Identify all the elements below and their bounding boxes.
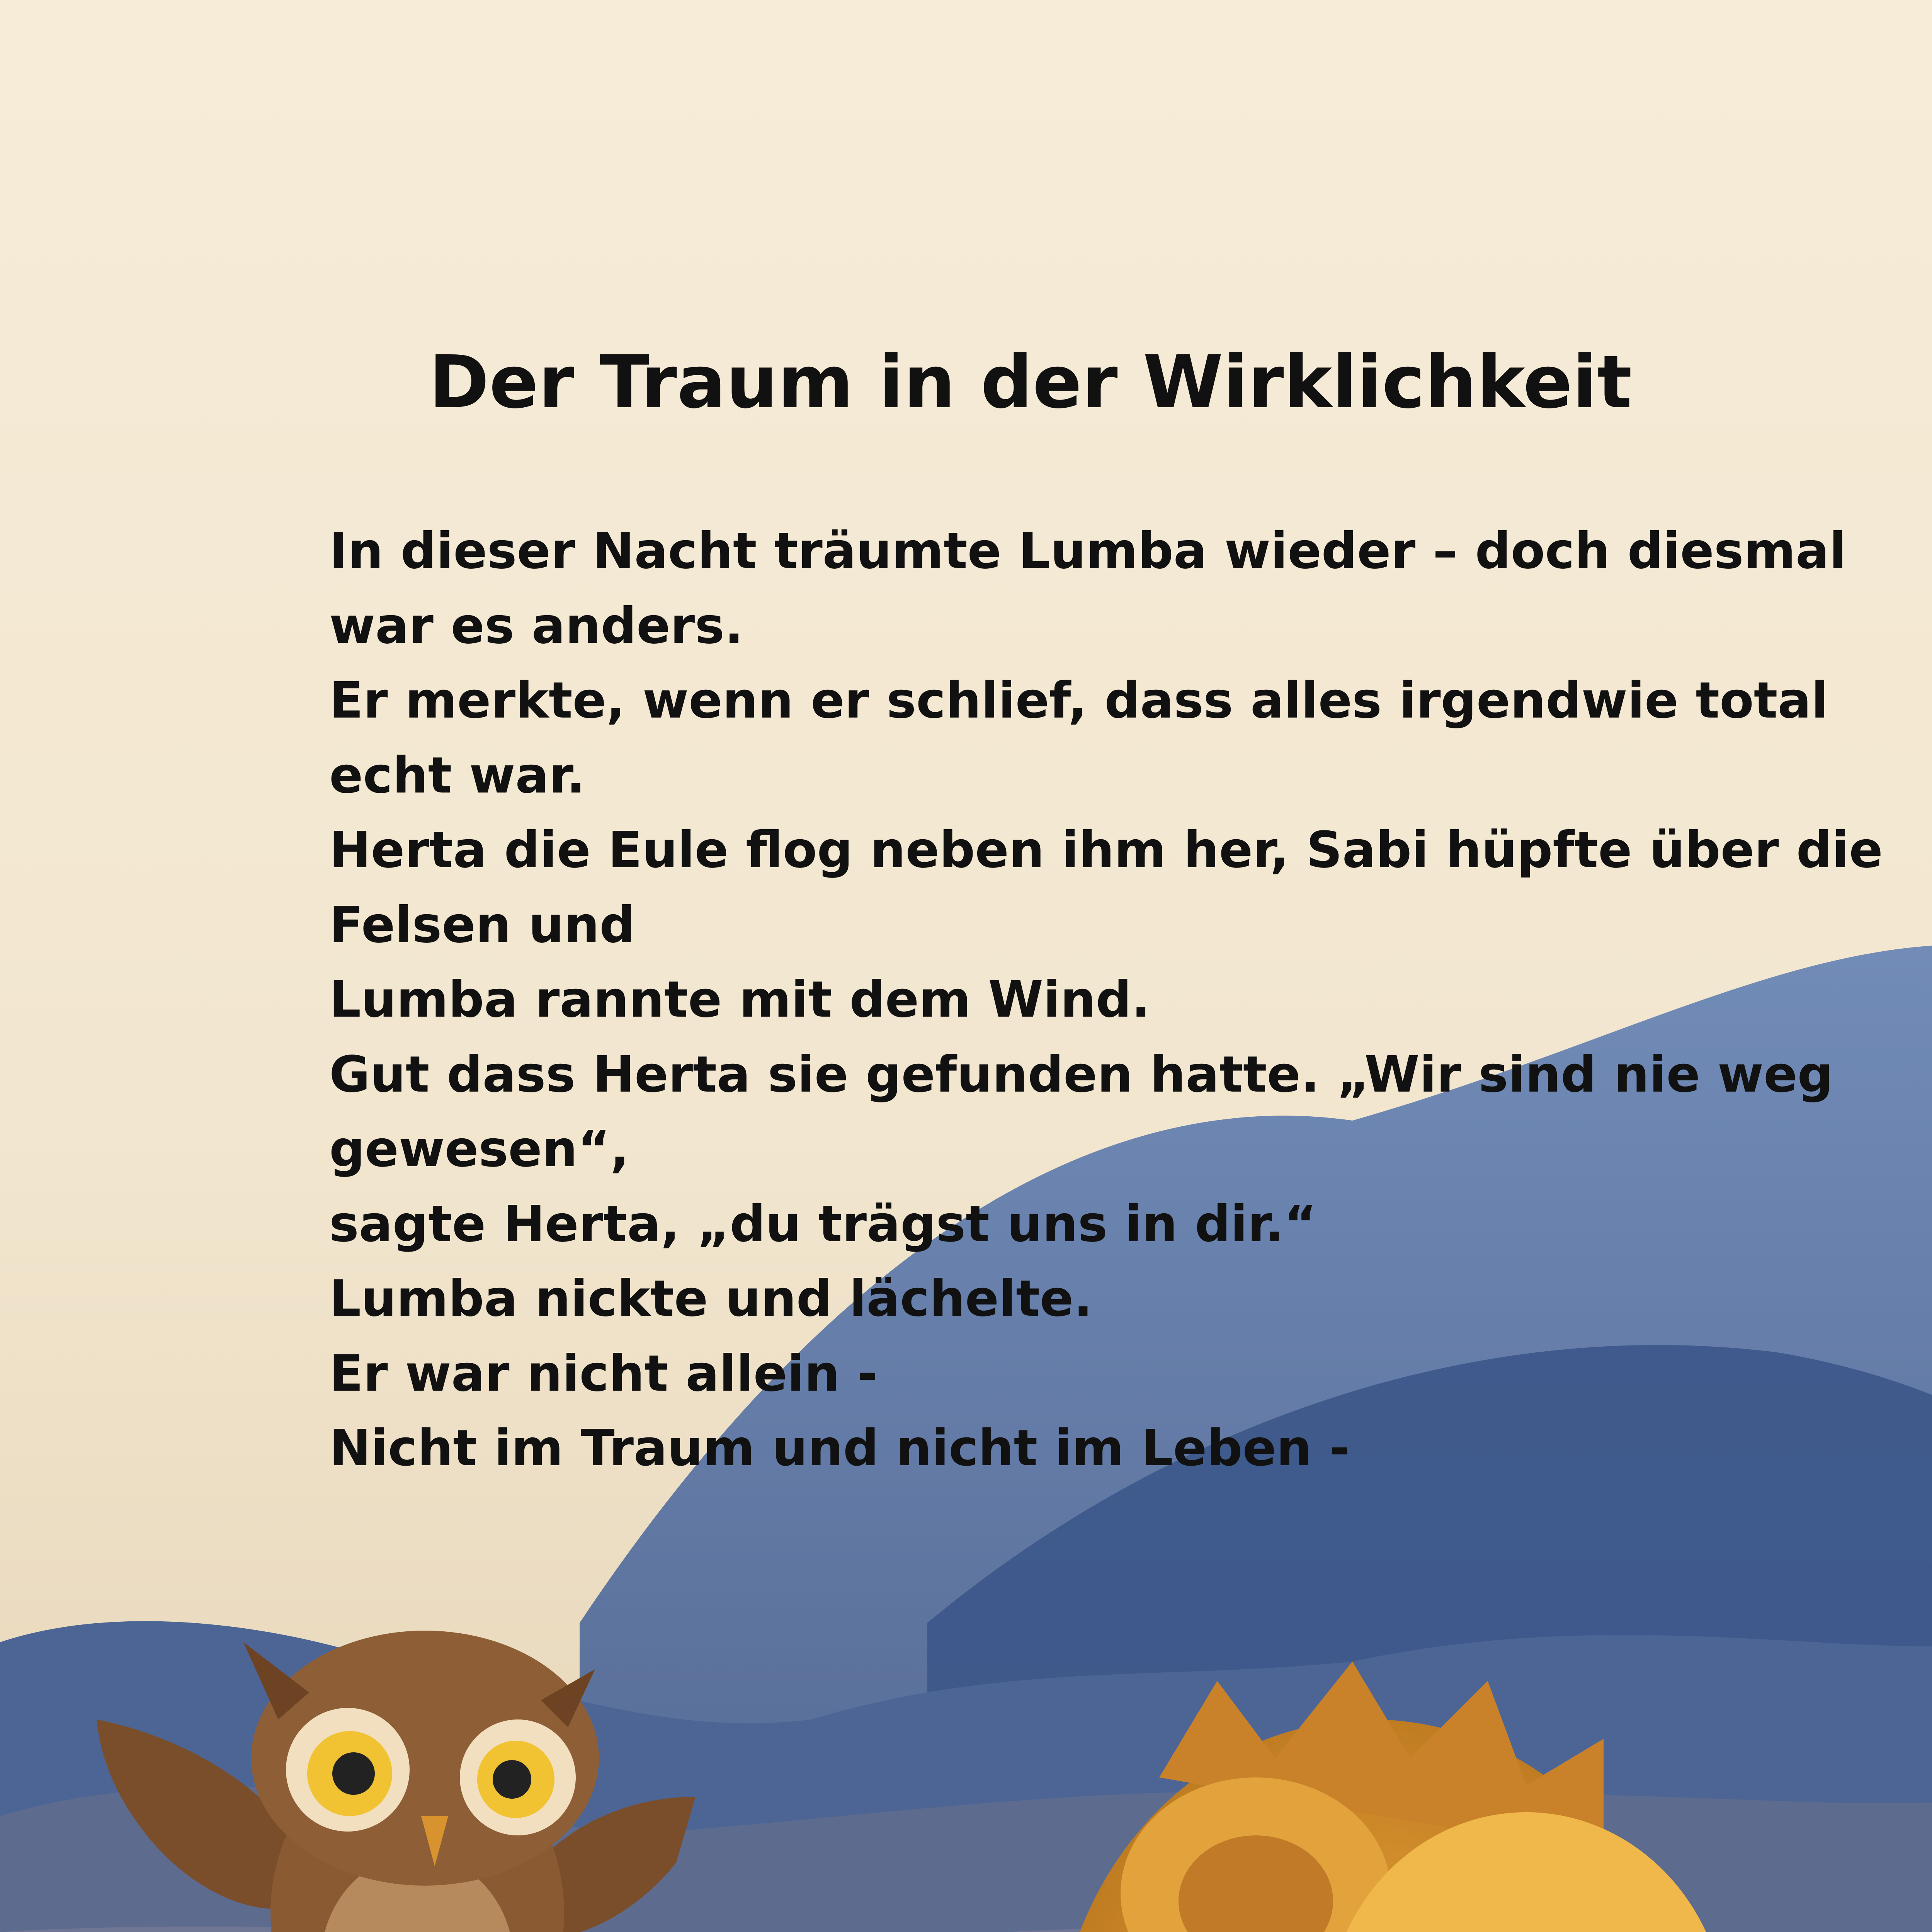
story-line: Herta die Eule flog neben ihm her, Sabi hüpfte über die xyxy=(329,821,1883,879)
story-line: Er war nicht allein - xyxy=(329,1344,878,1403)
story-line: gewesen“, xyxy=(329,1120,629,1178)
story-line: Lumba nickte und lächelte. xyxy=(329,1270,1093,1328)
story-line: Gut dass Herta sie gefunden hatte. „Wir sind nie weg xyxy=(329,1045,1833,1104)
story-line: sagte Herta, „du trägst uns in dir.“ xyxy=(329,1195,1317,1253)
story-text xyxy=(329,514,1883,1486)
story-line: Felsen und xyxy=(329,896,635,954)
story-line: Lumba rannte mit dem Wind. xyxy=(329,971,1151,1029)
story-line: Nicht im Traum und nicht im Leben - xyxy=(329,1419,1350,1477)
story-line: war es anders. xyxy=(329,597,744,655)
page-title: Der Traum in der Wirklichkeit xyxy=(429,340,1632,425)
story-line: Er merkte, wenn er schlief, dass alles irgendwie total xyxy=(329,672,1828,730)
story-line: echt war. xyxy=(329,746,585,804)
story-line: In dieser Nacht träumte Lumba wieder – doch diesmal xyxy=(329,522,1847,580)
